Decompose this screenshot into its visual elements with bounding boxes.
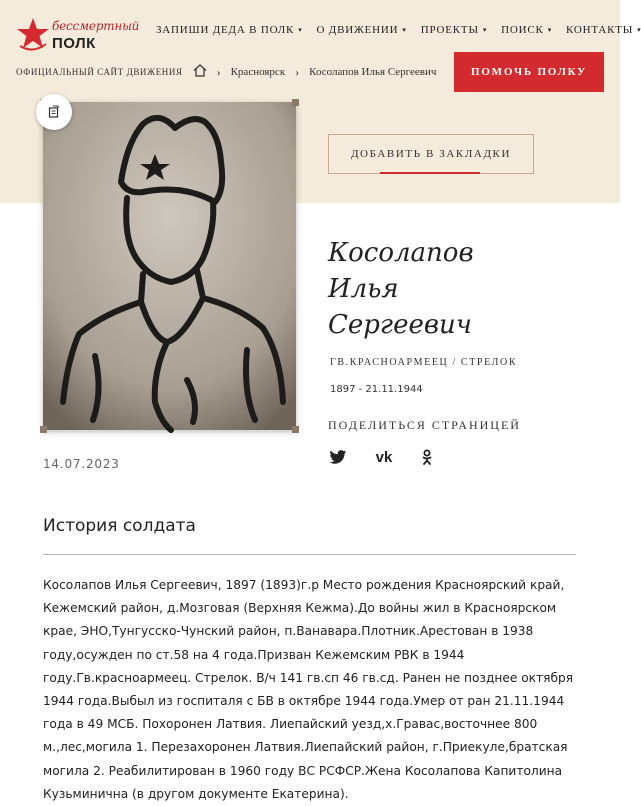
soldier-silhouette-icon bbox=[43, 102, 296, 430]
nav-item-contacts[interactable] bbox=[566, 24, 641, 36]
twitter-icon bbox=[329, 450, 347, 465]
story-title: История солдата bbox=[43, 516, 196, 536]
share-vk-button[interactable] bbox=[372, 448, 396, 466]
soldier-name bbox=[328, 235, 474, 343]
breadcrumb-city[interactable]: Красноярск bbox=[230, 66, 286, 78]
chevron-down-icon: ▾ bbox=[402, 26, 407, 34]
share-ok-button[interactable] bbox=[420, 448, 434, 466]
photo-corner bbox=[292, 99, 299, 106]
odnoklassniki-icon bbox=[422, 449, 432, 465]
story-text: Косолапов Илья Сергеевич, 1897 (1893)г.р Место рождения Красноярский край, Кежемский район, д.Мозговая (Верхняя Кежма).До войны жил в Красноярском крае, ЭНО,Тунгусско-Чунский район, п.Ванавара.Плотник.Арестован в 1938 году,осужден по ст.58 на 4 года.Призван Кежемским РВК в 1944 году.Гв.красноармеец. Стрелок. В/ч 141 гв.сп 46 гв.сд. Ранен не позднее октября 1944 года.Выбыл из госпиталя с БВ в октябре 1944 года.Умер от ран 21.11.1944 года в 49 МСБ. Похоронен Латвия. Лиепайский уезд,х.Гравас,восточнее 800 м.,лес,могила 1. Перезахоронен Латвия.Лиепайский район, г.Приекуле,братская могила 2. Реабилитирован в 1960 году ВС РСФСР.Жена Косолапова Капитолина Кузьминична (в другом документе Екатерина). bbox=[43, 578, 574, 801]
red-star-icon bbox=[16, 16, 50, 52]
story-divider bbox=[43, 554, 576, 555]
nav-label: ПОИСК bbox=[501, 24, 544, 36]
name-patronymic: Сергеевич bbox=[328, 310, 472, 340]
add-bookmark-button[interactable]: ДОБАВИТЬ В ЗАКЛАДКИ bbox=[328, 134, 534, 174]
name-first: Илья bbox=[328, 274, 399, 304]
photo-corner bbox=[40, 426, 47, 433]
chevron-down-icon: ▾ bbox=[298, 26, 303, 34]
nav-label: ЗАПИШИ ДЕДА В ПОЛК bbox=[156, 24, 295, 36]
chevron-down-icon: ▾ bbox=[547, 26, 553, 34]
share-title: ПОДЕЛИТЬСЯ СТРАНИЦЕЙ bbox=[328, 418, 521, 432]
breadcrumb-separator: › bbox=[295, 64, 300, 79]
breadcrumb-separator: › bbox=[216, 64, 221, 79]
nav-label: КОНТАКТЫ bbox=[566, 24, 634, 36]
nav-item-projects[interactable] bbox=[421, 24, 487, 36]
vk-icon: vk bbox=[375, 448, 393, 466]
nav-item-record[interactable] bbox=[156, 24, 303, 36]
breadcrumb-site[interactable]: ОФИЦИАЛЬНЫЙ САЙТ ДВИЖЕНИЯ bbox=[16, 67, 183, 77]
main-nav bbox=[156, 24, 641, 36]
nav-label: О ДВИЖЕНИИ bbox=[316, 24, 399, 36]
date-added: 14.07.2023 bbox=[43, 457, 120, 471]
chevron-down-icon: ▾ bbox=[637, 26, 641, 34]
soldier-years: 1897 - 21.11.1944 bbox=[330, 384, 423, 395]
name-last: Косолапов bbox=[328, 238, 474, 268]
bookmark-underline bbox=[380, 172, 480, 174]
home-icon[interactable] bbox=[193, 64, 207, 80]
breadcrumb-current: Косолапов Илья Сергеевич bbox=[309, 66, 437, 78]
logo-text-top: бессмертный bbox=[52, 19, 140, 33]
photo-edit-button[interactable] bbox=[36, 94, 72, 130]
soldier-photo bbox=[43, 102, 296, 430]
logo-text-bottom: ПОЛК bbox=[52, 35, 96, 52]
document-edit-icon bbox=[47, 105, 61, 119]
nav-label: ПРОЕКТЫ bbox=[420, 24, 479, 36]
nav-item-about[interactable] bbox=[317, 24, 407, 36]
share-twitter-button[interactable] bbox=[328, 448, 348, 466]
photo-corner bbox=[292, 426, 299, 433]
chevron-down-icon: ▾ bbox=[482, 26, 488, 34]
nav-item-search[interactable] bbox=[501, 24, 552, 36]
help-regiment-button[interactable]: ПОМОЧЬ ПОЛКУ bbox=[454, 52, 604, 92]
breadcrumb bbox=[16, 64, 436, 80]
logo[interactable] bbox=[16, 16, 140, 56]
soldier-rank: ГВ.КРАСНОАРМЕЕЦ / СТРЕЛОК bbox=[330, 357, 518, 368]
